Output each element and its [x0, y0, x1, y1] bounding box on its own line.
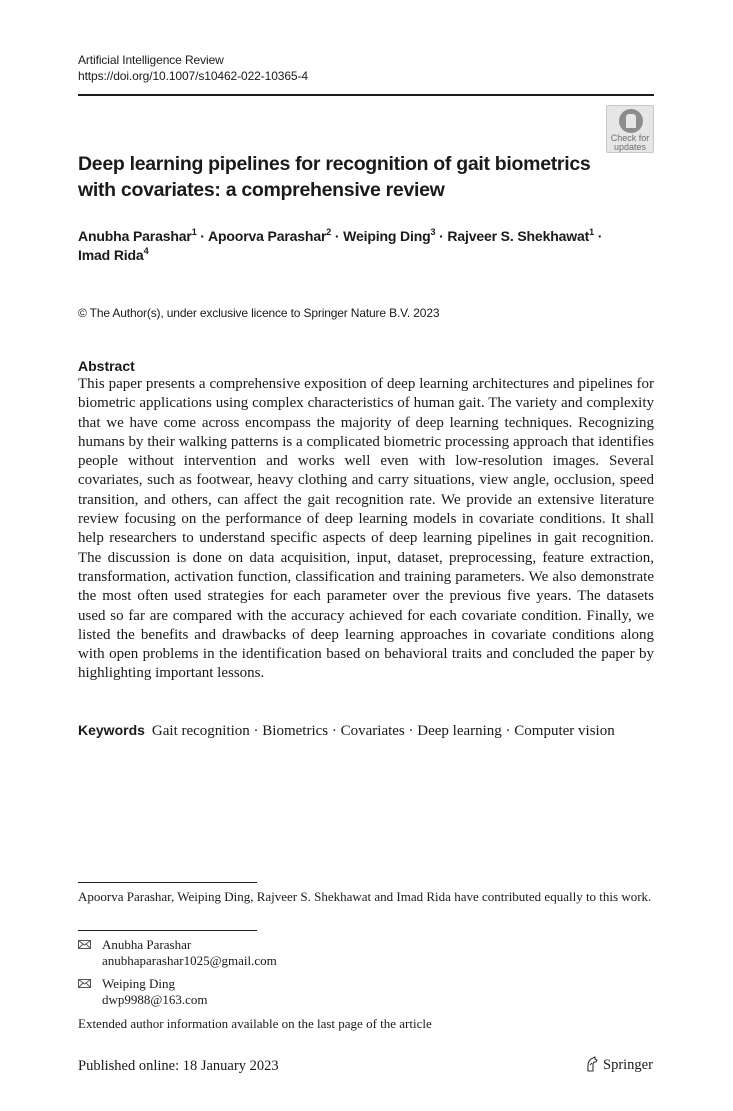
publisher-name: Springer — [603, 1057, 653, 1073]
paper-title — [78, 151, 598, 203]
envelope-icon — [78, 940, 91, 949]
keywords — [78, 721, 654, 741]
author-separator: · — [439, 228, 444, 244]
author-affiliation: 1 — [589, 227, 594, 237]
abstract-body: This paper presents a comprehensive exposition of deep learning architectures and pipelines for biometric applications using complex characteristics of human gait. The variety and complexity that we have come across encompass the majority of deep learning techniques. Recognizing humans by their walking patterns is a complicated biometric processing approach that identifies people without intervention and works well even with low-resolution images. Several covariates, such as footwear, heavy clothing and carry situations, view angle, occlusion, speed transition, and others, can affect the gait recognition rate. We provide an extensive literature review focusing on the performance of deep learning models in covariate conditions. It shall help researchers to understand specific aspects of deep learning pipelines in gait recognition. The discussion is done on data acquisition, input, dataset, preprocessing, feature extraction, transformation, activation function, classification and training parameters. We also demonstrate the most often used strategies for each parameter over the previous five years. The datasets used so far are compared with the accuracy achieved for each covariate condition. Finally, we listed the benefits and drawbacks of deep learning approaches in covariate conditions along with open problems in the identification based on behavioral traits and concluded the paper by highlighting important lessons. — [78, 376, 654, 682]
publisher-logo[interactable] — [584, 1056, 653, 1074]
header-rule — [78, 94, 654, 96]
crossmark-line-2: updates — [613, 142, 647, 152]
author-separator: · — [200, 228, 205, 244]
author-name[interactable]: Rajveer S. Shekhawat — [447, 228, 590, 244]
corresponding-author-email[interactable]: anubhaparashar1025@gmail.com — [102, 953, 277, 968]
copyright-notice: © The Author(s), under exclusive licence to Springer Nature B.V. 2023 — [78, 306, 440, 320]
keywords-label: Keywords — [78, 722, 145, 738]
crossmark-icon — [619, 109, 643, 133]
corresponding-author-email[interactable]: dwp9988@163.com — [102, 992, 208, 1007]
author-name[interactable]: Weiping Ding — [343, 228, 431, 244]
springer-horse-icon — [584, 1056, 600, 1072]
keywords-text: Gait recognition · Biometrics · Covariates · Deep learning · Computer vision — [151, 723, 615, 739]
author-affiliation: 1 — [191, 227, 197, 237]
abstract-heading: Abstract — [78, 358, 135, 374]
footnote-rule — [78, 930, 257, 931]
corresponding-author-name: Anubha Parashar — [102, 937, 192, 952]
footnote-rule — [78, 882, 257, 883]
corresponding-author — [78, 937, 277, 969]
author-separator: · — [334, 228, 340, 244]
contribution-note: Apoorva Parashar, Weiping Ding, Rajveer S. Shekhawat and Imad Rida have contributed equally to this work. — [78, 889, 652, 904]
author-name[interactable]: Apoorva Parashar — [208, 228, 327, 244]
extended-author-info: Extended author information available on the last page of the article — [78, 1016, 432, 1031]
author-affiliation: 4 — [143, 246, 149, 256]
author-separator: · — [597, 228, 603, 244]
title-line-2: with covariates: a comprehensive review — [78, 179, 445, 201]
envelope-icon — [78, 979, 91, 988]
corresponding-author — [78, 976, 208, 1008]
crossmark-line-1: Check for — [610, 133, 650, 143]
check-for-updates-badge[interactable] — [606, 105, 654, 153]
author-name[interactable]: Anubha Parashar — [78, 228, 192, 244]
author-affiliation: 2 — [326, 227, 332, 237]
author-list — [78, 227, 638, 265]
published-date: Published online: 18 January 2023 — [78, 1058, 279, 1074]
doi-link[interactable]: https://doi.org/10.1007/s10462-022-10365-4 — [78, 69, 308, 83]
corresponding-author-name: Weiping Ding — [102, 976, 175, 991]
author-affiliation: 3 — [430, 227, 436, 237]
journal-name: Artificial Intelligence Review — [78, 53, 224, 67]
title-line-1: Deep learning pipelines for recognition of gait biometrics — [78, 153, 591, 175]
author-name[interactable]: Imad Rida — [78, 247, 144, 263]
